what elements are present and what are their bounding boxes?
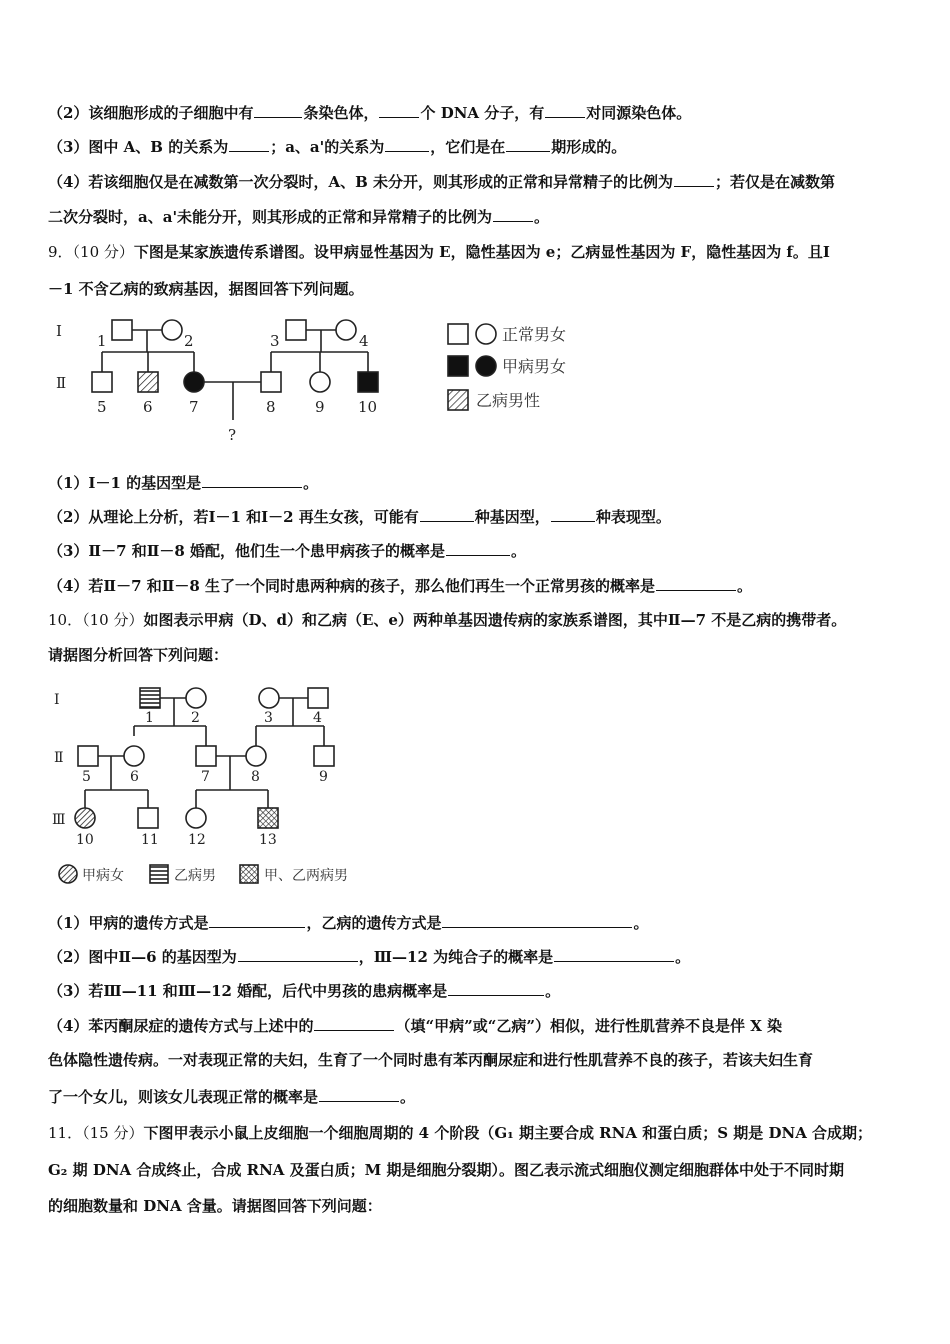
q8-part3: （3）图中 A、B 的关系为 ；a、a'的关系为 ，它们是在 期形成的。 xyxy=(48,138,627,156)
q10-gen3-label: Ⅲ xyxy=(52,812,66,828)
q10-sub4-line3: 了一个女儿，则该女儿表现正常的概率是 。 xyxy=(48,1088,416,1106)
q10-label-9: 9 xyxy=(319,769,328,785)
q9-score: （10 分） xyxy=(72,243,134,261)
q9-gen1-label: Ⅰ xyxy=(56,322,62,340)
q10-label-7: 7 xyxy=(201,769,210,785)
q9-label-3: 3 xyxy=(270,332,280,350)
q10-label-13: 13 xyxy=(259,832,277,848)
q11-stem-line3: 的细胞数量和 DNA 含量。请据图回答下列问题： xyxy=(48,1197,382,1215)
q9-sub2: （2）从理论上分析，若Ⅰ－1 和Ⅰ－2 再生女孩，可能有 种基因型， 种表现型。 xyxy=(48,508,671,526)
q9-stem-line2: －1 不含乙病的致病基因，据图回答下列问题。 xyxy=(48,280,364,298)
q10-label-5: 5 xyxy=(82,769,91,785)
q9-label-1: 1 xyxy=(97,332,107,350)
q10-stem-line1: 10．（10 分）如图表示甲病（D、d）和乙病（E、e）两种单基因遗传病的家族系谱图，其中Ⅱ—7 不是乙病的携带者。 xyxy=(48,611,847,629)
q11-stem-line1: 11．（15 分）下图甲表示小鼠上皮细胞一个细胞周期的 4 个阶段（G₁ 期主要合成 RNA 和蛋白质；S 期是 DNA 合成期； xyxy=(48,1124,873,1142)
q9-label-10: 10 xyxy=(358,398,378,416)
q9-label-5: 5 xyxy=(97,398,107,416)
q10-label-8: 8 xyxy=(251,769,260,785)
q10-legend-a: 甲病女 xyxy=(82,868,124,884)
q10-sub2: （2）图中Ⅱ—6 的基因型为 ，Ⅲ—12 为纯合子的概率是 。 xyxy=(48,948,691,966)
q10-label-1: 1 xyxy=(145,710,154,726)
q10-label-3: 3 xyxy=(264,710,273,726)
q10-label-6: 6 xyxy=(130,769,139,785)
q10-sub3: （3）若Ⅲ—11 和Ⅲ—12 婚配，后代中男孩的患病概率是 。 xyxy=(48,982,561,1000)
q11-stem-line2: G₂ 期 DNA 合成终止，合成 RNA 及蛋白质；M 期是细胞分裂期）。图乙表示流式细胞仪测定细胞群体中处于不同时期 xyxy=(48,1161,844,1179)
q10-sub4-line1: （4）苯丙酮尿症的遗传方式与上述中的 （填“甲病”或“乙病”）相似，进行性肌营养不良是伴 X 染 xyxy=(48,1017,783,1035)
q10-pedigree xyxy=(48,682,378,892)
q9-legend-b: 乙病男性 xyxy=(476,391,541,410)
q9-stem-line1: 9．（10 分）下图是某家族遗传系谱图。设甲病显性基因为 E，隐性基因为 e；乙病显性基因为 F，隐性基因为 f。且Ⅰ xyxy=(48,243,830,261)
q8-part4-line1: （4）若该细胞仅是在减数第一次分裂时，A、B 未分开，则其形成的正常和异常精子的比例为 ；若仅是在减数第 xyxy=(48,173,835,191)
q9-sub1: （1）Ⅰ－1 的基因型是 。 xyxy=(48,474,319,492)
q10-gen2-label: Ⅱ xyxy=(54,750,64,766)
q9-label-9: 9 xyxy=(315,398,325,416)
q9-gen2-label: Ⅱ xyxy=(56,374,67,392)
q10-stem-line2: 请据图分析回答下列问题： xyxy=(48,646,229,664)
q10-label-11: 11 xyxy=(141,832,159,848)
q9-legend-normal: 正常男女 xyxy=(502,325,567,344)
q9-label-unknown: ? xyxy=(228,426,237,444)
q10-legend-ab: 甲、乙两病男 xyxy=(264,868,348,884)
q9-label-8: 8 xyxy=(266,398,276,416)
q9-legend-a: 甲病男女 xyxy=(502,357,567,376)
q10-sub4-line2: 色体隐性遗传病。一对表现正常的夫妇，生育了一个同时患有苯丙酮尿症和进行性肌营养不良的孩子，若该夫妇生育 xyxy=(48,1051,814,1069)
q9-label-2: 2 xyxy=(184,332,194,350)
q8-part4-line2: 二次分裂时，a、a'未能分开，则其形成的正常和异常精子的比例为 。 xyxy=(48,208,550,226)
q10-number: 10． xyxy=(48,611,83,629)
q9-pedigree xyxy=(50,312,610,452)
q9-label-6: 6 xyxy=(143,398,153,416)
q10-label-12: 12 xyxy=(188,832,206,848)
q9-label-7: 7 xyxy=(189,398,199,416)
q10-label-2: 2 xyxy=(191,710,200,726)
q8-part2: （2）该细胞形成的子细胞中有 条染色体， 个 DNA 分子，有 对同源染色体。 xyxy=(48,104,692,122)
q10-legend-b: 乙病男 xyxy=(174,868,216,884)
q10-sub1: （1）甲病的遗传方式是 ，乙病的遗传方式是 。 xyxy=(48,914,649,932)
q9-sub4: （4）若Ⅱ－7 和Ⅱ－8 生了一个同时患两种病的孩子，那么他们再生一个正常男孩的概率是 。 xyxy=(48,577,753,595)
q10-gen1-label: Ⅰ xyxy=(54,692,60,708)
q10-score: （10 分） xyxy=(82,611,144,629)
q9-sub3: （3）Ⅱ－7 和Ⅱ－8 婚配，他们生一个患甲病孩子的概率是 。 xyxy=(48,542,527,560)
q9-label-4: 4 xyxy=(359,332,369,350)
q11-number: 11． xyxy=(48,1124,83,1142)
q10-label-4: 4 xyxy=(313,710,322,726)
q10-label-10: 10 xyxy=(76,832,94,848)
q9-number: 9． xyxy=(48,243,73,261)
q11-score: （15 分） xyxy=(82,1124,144,1142)
